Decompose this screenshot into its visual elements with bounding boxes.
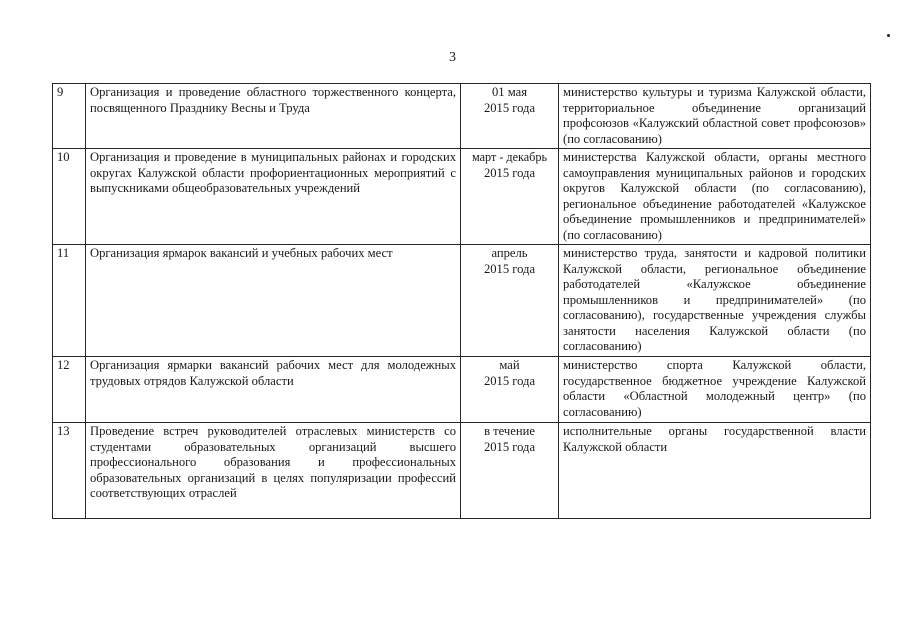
row-number: 12 (53, 357, 86, 423)
date-year: 2015 года (483, 439, 536, 454)
responsible-cell: министерства Калужской области, органы местного самоуправления муниципальных районов и городских округов Калужской области (по согласованию), региональное объединение работодателей «Калужское объединение промышленников и предпринимателей» (по согласованию) (559, 149, 871, 245)
activity-cell: Организация ярмарок вакансий и учебных рабочих мест (86, 245, 461, 357)
date-line: в течение (484, 424, 535, 438)
date-line: май (499, 358, 520, 372)
responsible-cell: министерство культуры и туризма Калужской области, территориальное объединение организаций профсоюзов «Калужский областной совет профсоюзов» (по согласованию) (559, 84, 871, 149)
date-year: 2015 года (483, 261, 536, 276)
responsible-cell: исполнительные органы государственной власти Калужской области (559, 423, 871, 519)
table-row (53, 84, 871, 149)
date-cell (461, 423, 559, 519)
date-cell (461, 149, 559, 245)
table-row (53, 423, 871, 519)
row-number: 9 (53, 84, 86, 149)
responsible-cell: министерство труда, занятости и кадровой политики Калужской области, региональное объединение работодателей «Калужское объединение промышленников и предпринимателей» (по согласованию), государственные учреждения службы занятости населения Калужской области (по согласованию) (559, 245, 871, 357)
activity-cell: Проведение встреч руководителей отраслевых министерств со студентами образовательных организаций высшего профессионального образования и профессиональных образовательных организаций в целях популяризации профессий соответствующих отраслей (86, 423, 461, 519)
table-row (53, 245, 871, 357)
table-row (53, 149, 871, 245)
responsible-cell: министерство спорта Калужской области, государственное бюджетное учреждение Калужской области «Областной молодежный центр» (по согласованию) (559, 357, 871, 423)
date-cell (461, 245, 559, 357)
date-cell (461, 357, 559, 423)
activity-cell: Организация ярмарки вакансий рабочих мест для молодежных трудовых отрядов Калужской области (86, 357, 461, 423)
row-number: 13 (53, 423, 86, 519)
date-year: 2015 года (483, 165, 536, 180)
activities-table (52, 83, 871, 519)
scan-speck (887, 34, 890, 37)
date-cell (461, 84, 559, 149)
row-number: 11 (53, 245, 86, 357)
date-year: 2015 года (483, 100, 536, 115)
page-number: 3 (449, 50, 456, 65)
date-line: 01 мая (491, 85, 527, 99)
date-year: 2015 года (483, 373, 536, 388)
date-line: апрель (491, 246, 528, 260)
row-number: 10 (53, 149, 86, 245)
table-row (53, 357, 871, 423)
activity-cell: Организация и проведение областного торжественного концерта, посвященного Празднику Весны и Труда (86, 84, 461, 149)
date-line: март - декабрь (471, 150, 548, 164)
activity-cell: Организация и проведение в муниципальных районах и городских округах Калужской области профориентационных мероприятий с выпускниками общеобразовательных учреждений (86, 149, 461, 245)
